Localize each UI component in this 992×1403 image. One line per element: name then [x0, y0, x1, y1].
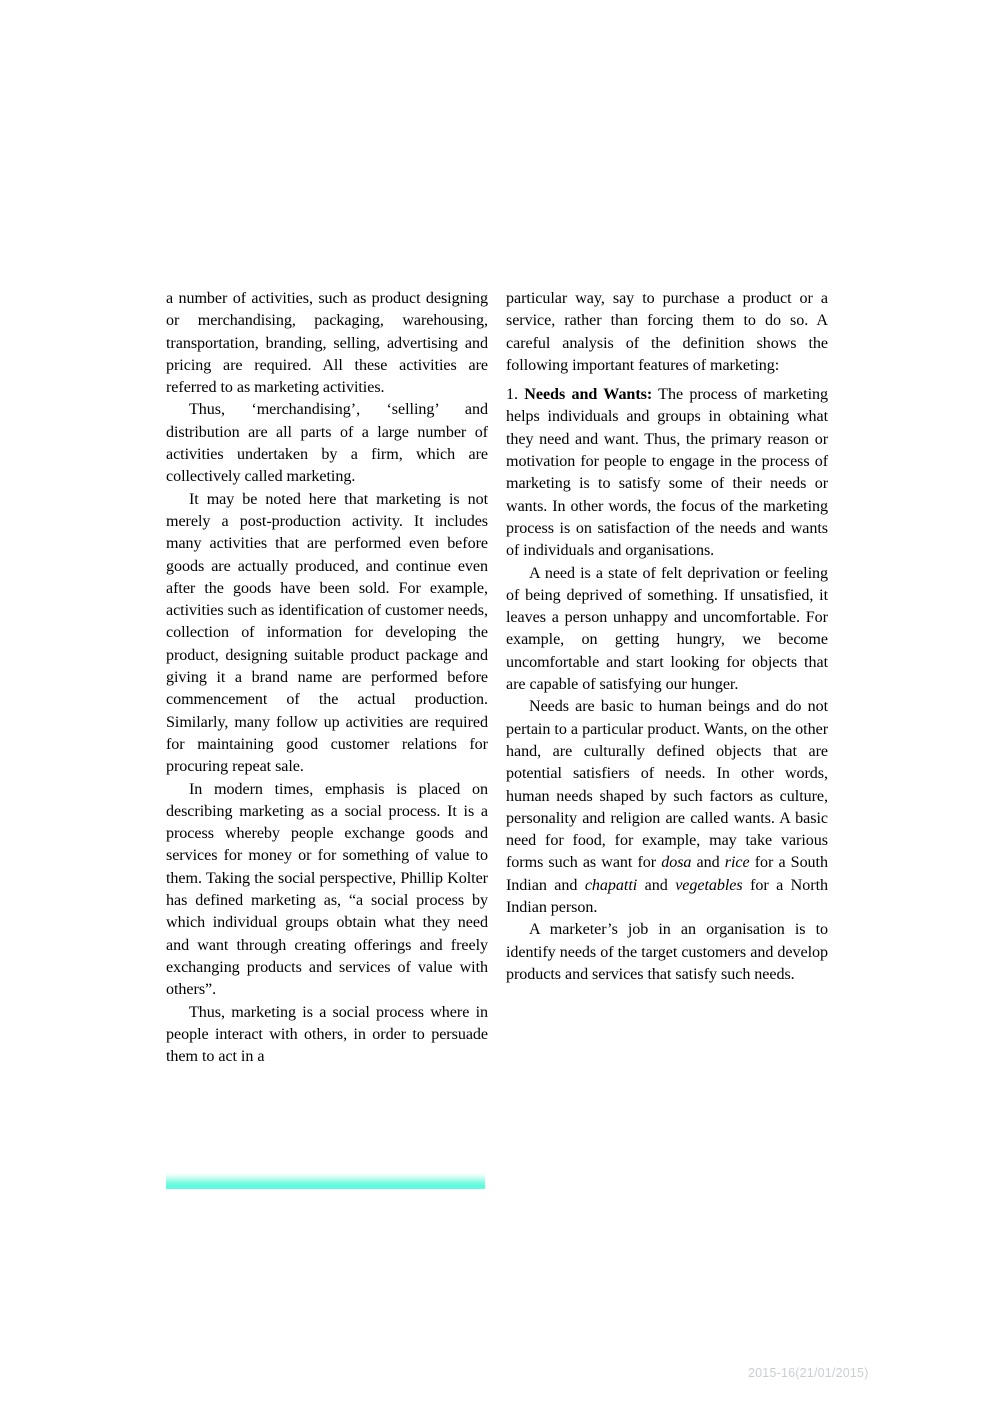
paragraph: Thus, marketing is a social process where in people interact with others, in order to persuade them to act in a	[166, 1003, 488, 1066]
paragraph-text: for a South Indian and	[506, 854, 828, 894]
footer-edition-stamp: 2015-16(21/01/2015)	[748, 1366, 869, 1380]
paragraph: particular way, say to purchase a product or a service, rather than forcing them to do so. A careful analysis of the definition shows the following important features of marketing:	[506, 290, 828, 374]
italic-term: rice	[724, 854, 750, 872]
paragraph: a number of activities, such as product designing or merchandising, packaging, warehousing, transportation, branding, selling, advertising and pricing are required. All these activities are referred to as marketing activities.	[166, 290, 488, 397]
lead-term: Needs and Wants:	[524, 386, 653, 404]
list-number: 1.	[506, 386, 518, 404]
paragraph-text: The process of marketing helps individuals and groups in obtaining what they need and want. Thus, the primary reason or motivation for people to engage in the process of marketing is to satisfy some of their needs or wants. In other words, the focus of the marketing process is on satisfaction of the needs and wants of individuals and organisations.	[506, 386, 828, 560]
paragraph: A marketer’s job in an organisation is to identify needs of the target customers and develop products and services that satisfy such needs.	[506, 921, 828, 983]
paragraph-text: and	[691, 854, 725, 872]
paragraph-with-italics	[506, 696, 828, 919]
paragraph-text: and	[637, 876, 676, 894]
italic-term: dosa	[661, 854, 692, 872]
paragraph-numbered-item	[506, 384, 828, 562]
paragraph: In modern times, emphasis is placed on describing marketing as a social process. It is a process whereby people exchange goods and services for money or for something of value to them. Taking the social perspective, Phillip Kolter has defined marketing as, “a social process by which individual groups obtain what they need and want through creating offerings and freely exchanging products and services of value with others”.	[166, 780, 488, 999]
paragraph: A need is a state of felt deprivation or feeling of being deprived of something. If unsatisfied, it leaves a person unhappy and uncomfortable. For example, on getting hungry, we become uncomfortable and start looking for objects that are capable of satisfying our hunger.	[506, 564, 828, 694]
paragraph-text: for a North Indian person.	[506, 876, 828, 917]
paragraph: Thus, ‘merchandising’, ‘selling’ and distribution are all parts of a large number of activities undertaken by a firm, which are collectively called marketing.	[166, 401, 488, 486]
italic-term: vegetables	[675, 876, 743, 894]
italic-term: chapatti	[584, 876, 638, 894]
paragraph: It may be noted here that marketing is not merely a post-production activity. It includes many activities that are performed even before goods are actually produced, and continue even after the goods have been sold. For example, activities such as identification of customer needs, collection of information for developing the product, designing suitable product package and giving it a brand name are performed before commencement of the actual production. Similarly, many follow up activities are required for maintaining good customer relations for procuring repeat sale.	[166, 490, 488, 776]
paragraph-text: Needs are basic to human beings and do not pertain to a particular product. Wants, on the other hand, are culturally defined objects that are potential satisfiers of needs. In other words, human needs shaped by such factors as culture, personality and religion are called wants. A basic need for food, for example, may take various forms such as want for	[506, 698, 828, 872]
text-column-left	[166, 288, 488, 1068]
text-column-right	[506, 288, 828, 986]
section-rule	[166, 1172, 485, 1189]
